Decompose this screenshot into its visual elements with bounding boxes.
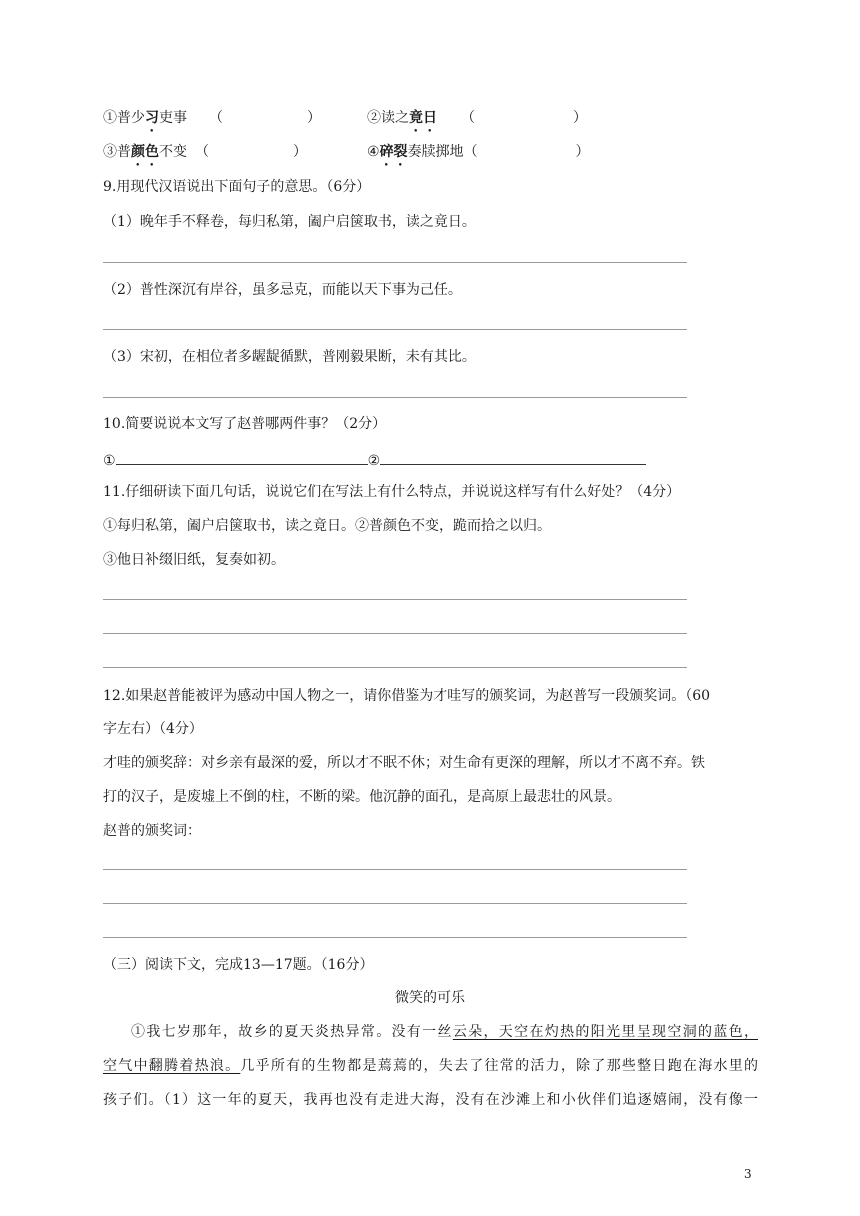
q9-title: 9.用现代汉语说出下面句子的意思。（6分）: [103, 179, 371, 195]
answer-paren[interactable]: （ ）: [461, 110, 587, 126]
q11-title: 11.仔细研读下面几句话，说说它们在写法上有什么特点，并说说这样写有什么好处？（4分）: [103, 484, 681, 500]
q11-line-2: ③他日补缀旧纸，复奏如初。: [103, 552, 285, 568]
item-text: 读之: [381, 110, 409, 126]
item-text: 普少: [117, 110, 145, 126]
answer-line[interactable]: [103, 937, 687, 938]
answer-blank-1[interactable]: [116, 448, 368, 465]
answer-line[interactable]: [103, 633, 687, 634]
item-number: ②: [367, 110, 381, 126]
q12-prompt: 赵普的颁奖词：: [103, 823, 201, 839]
dotted-word: 碎裂: [379, 144, 408, 160]
q12-award-line-2: 打的汉子，是废墟上不倒的柱，不断的梁。他沉静的面孔，是高原上最悲壮的风景。: [103, 789, 621, 805]
answer-line[interactable]: [103, 397, 687, 398]
item-number: ③: [103, 144, 117, 160]
q11-line-1: ①每归私第，阖户启箧取书，读之竟日。②普颜色不变，跪而拾之以归。: [103, 518, 551, 534]
answer-line[interactable]: [103, 903, 687, 904]
item-number: ④: [367, 144, 380, 160]
item-text: 奏牍掷地: [407, 144, 464, 160]
q12-award-line-1: 才哇的颁奖辞：对乡亲有最深的爱，所以才不眠不休；对生命有更深的理解，所以才不离不弃。铁: [103, 755, 705, 771]
q9-sentence-2: （2）普性深沉有岸谷，虽多忌克，而能以天下事为己任。: [103, 282, 462, 298]
q8-item-2: [367, 108, 587, 135]
answer-line[interactable]: [103, 599, 687, 600]
q12-title-line-1: 12.如果赵普能被评为感动中国人物之一，请你借鉴为才哇写的颁奖词，为赵普写一段颁奖词。（60: [103, 688, 711, 704]
answer-line[interactable]: [103, 667, 687, 668]
essay-title: 微笑的可乐: [395, 990, 465, 1006]
text-run: ①我七岁那年，故乡的夏天炎热异常。没有一丝: [131, 1024, 453, 1040]
q10-answer-row: [103, 448, 646, 471]
q8-item-1: [103, 108, 321, 135]
q9-sentence-3: （3）宋初，在相位者多龌龊循默，普刚毅果断，未有其比。: [103, 349, 476, 365]
q8-item-4: [367, 142, 590, 169]
item-text: 不变: [159, 144, 187, 160]
q8-item-3: [103, 142, 307, 169]
item-number: ①: [103, 110, 117, 126]
paragraph-line-1: [103, 1016, 758, 1049]
answer-paren[interactable]: （ ）: [195, 144, 307, 160]
paragraph-line-2: [103, 1050, 758, 1083]
dotted-word: 竟日: [409, 110, 437, 126]
section-heading: （三）阅读下文，完成13—17题。（16分）: [103, 957, 374, 973]
answer-line[interactable]: [103, 869, 687, 870]
q12-title-line-2: 字左右）（4分）: [103, 721, 203, 737]
answer-line[interactable]: [103, 262, 687, 263]
page-number: 3: [744, 1167, 752, 1181]
underlined-text: 云朵，天空在灼热的阳光里呈现空洞的蓝色，: [452, 1024, 759, 1040]
answer-blank-2[interactable]: [380, 448, 646, 465]
q9-sentence-1: （1）晚年手不释卷，每归私第，阖户启箧取书，读之竟日。: [103, 214, 476, 230]
item-text: 普: [117, 144, 131, 160]
text-run: 几乎所有的生物都是蔫蔫的，失去了往常的活力，除了那些整日跑在海水里的: [240, 1058, 759, 1074]
dotted-word: 颜色: [131, 144, 159, 160]
item-text: 吏事: [159, 110, 187, 126]
answer-number: ②: [367, 453, 381, 469]
q10-title: 10.简要说说本文写了赵普哪两件事？（2分）: [103, 416, 387, 432]
underlined-text: 空气中翻腾着热浪。: [103, 1058, 241, 1074]
answer-line[interactable]: [103, 329, 687, 330]
answer-paren[interactable]: （ ）: [209, 110, 321, 126]
answer-paren[interactable]: （ ）: [463, 144, 590, 160]
paragraph-line-3: 孩子们。（1）这一年的夏天，我再也没有走进大海，没有在沙滩上和小伙伴们追逐嬉闹，没有像一: [103, 1092, 758, 1108]
answer-number: ①: [103, 453, 116, 469]
dotted-word: 习: [145, 110, 159, 126]
